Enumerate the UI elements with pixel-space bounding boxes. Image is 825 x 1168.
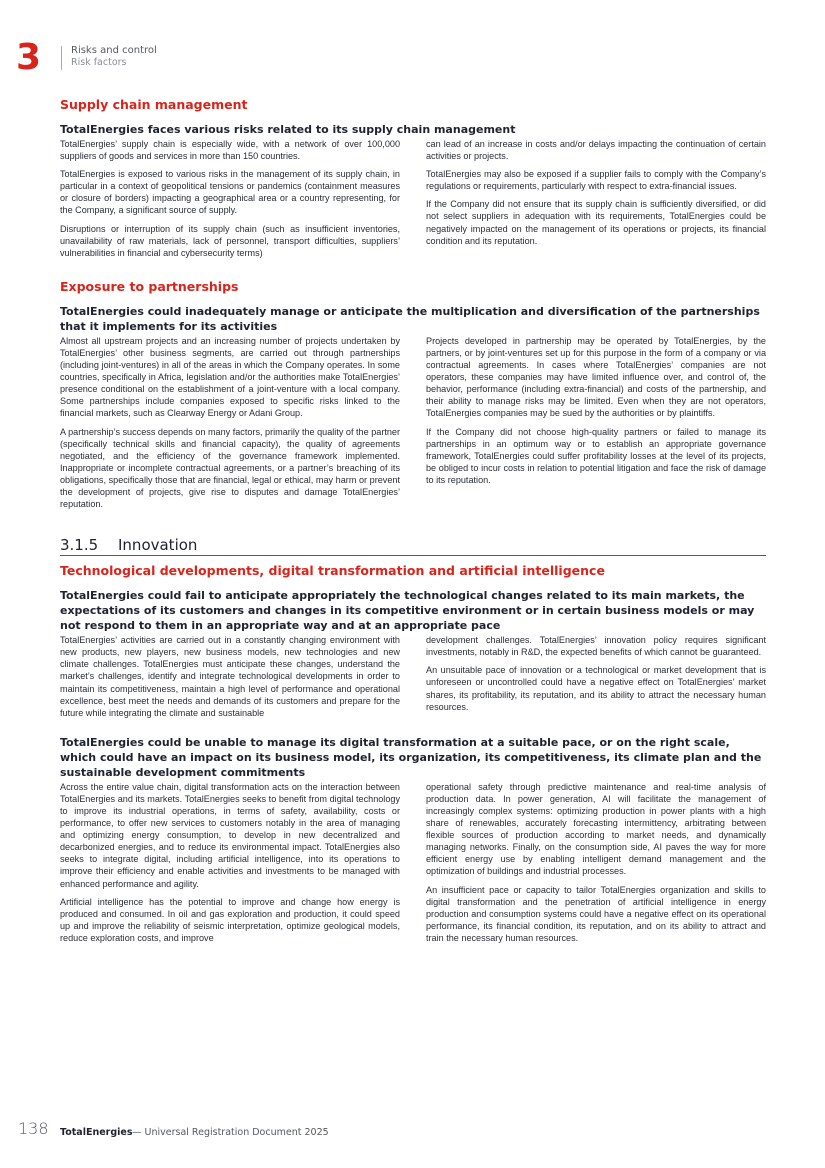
footer-brand: TotalEnergies (60, 1127, 133, 1138)
section-title-technology: Technological developments, digital transformation and artificial intelligence (60, 563, 605, 579)
paragraph: Artificial intelligence has the potential to improve and change how energy is produced and consumed. In oil and gas exploration and production, it could speed up and improve the reliability of seismic interpretation, optimize geological models, reduce exploration costs, and improve (60, 896, 400, 943)
right-column (426, 138, 766, 265)
left-column (60, 138, 400, 265)
paragraph: can lead of an increase in costs and/or delays impacting the continuation of certain activities or projects. (426, 139, 766, 162)
risk-heading-partnerships: TotalEnergies could inadequately manage or anticipate the multiplication and diversification of the partnerships that it implements for its activities (60, 304, 760, 333)
paragraph: Projects developed in partnership may be operated by TotalEnergies, by the partners, or by joint-ventures set up for this purpose in the form of a company or via contractual agreements. In cases where TotalEnergies’ companies are not operators, these companies may have limited influence over, and control of, the behavior, performance (including extra-financial) and costs of the partnership, and their ability to manage risks may be limited. Even when they are not operators, TotalEnergies companies may be sued by the authorities or by plaintiffs. (426, 335, 766, 419)
paragraph: TotalEnergies may also be exposed if a supplier fails to comply with the Company’s regulations or requirements, particularly with respect to extra-financial issues. (426, 169, 766, 192)
two-column-text (60, 634, 766, 725)
risk-heading-digital-transformation: TotalEnergies could be unable to manage its digital transformation at a suitable pace, or on the right scale, which could have an impact on its business model, its organization, its competitiveness, its climate plan and the sustainable development commitments (60, 735, 762, 779)
footer-document-title: — Universal Registration Document 2025 (132, 1127, 329, 1138)
paragraph: development challenges. TotalEnergies’ innovation policy requires significant investments, notably in R&D, the expected benefits of which cannot be guaranteed. (426, 635, 766, 658)
paragraph: A partnership’s success depends on many factors, primarily the quality of the partner (specifically technical skills and financial capacity), the quality of agreements negotiated, and the efficiency of the governance framework implemented. Inappropriate or incomplete contractual agreements, or a partner’s breaching of its obligations, specifically those that are financial, legal or ethical, may harm or prevent the development of projects, give rise to disputes and damage TotalEnergies’ reputation. (60, 426, 401, 510)
right-column (426, 335, 766, 516)
page-content (60, 97, 766, 950)
left-column (60, 781, 400, 950)
section-title-supply-chain: Supply chain management (60, 97, 248, 112)
right-column (426, 634, 766, 725)
paragraph: TotalEnergies’ activities are carried out in a constantly changing environment with new products, new players, new business models, new technologies and new climate challenges. TotalEnergies must anticipate these changes, understand the market’s challenges, identify and integrate technological developments in order to maintain its competitiveness, maintain a high level of performance and operational excellence, best meet the needs and demands of its customers and prepare for the future while integrating the climate and sustainable (60, 635, 400, 718)
chapter-divider (61, 46, 62, 70)
paragraph: An insufficient pace or capacity to tailor TotalEnergies organization and skills to digital transformation and the penetration of artificial intelligence in energy production and consumption systems could have a negative effect on its operational performance, its financial condition, its reputation, and on its ability to attract and train the necessary human resources. (426, 884, 766, 943)
subsection-number: 3.1.5 (60, 536, 99, 555)
two-column-text (60, 781, 766, 950)
subsection-heading-innovation (60, 536, 766, 556)
paragraph: TotalEnergies’ supply chain is especially wide, with a network of over 100,000 suppliers of goods and services in more than 150 countries. (60, 139, 400, 162)
two-column-text (60, 335, 766, 516)
risk-heading-supply-chain: TotalEnergies faces various risks related to its supply chain management (60, 123, 516, 136)
page-number: 138 (18, 1119, 49, 1138)
paragraph: Across the entire value chain, digital transformation acts on the interaction between TotalEnergies and its markets. TotalEnergies seeks to benefit from digital technology to improve its industrial operations, in terms of safety, availability, costs or performance, to offer new services to customers notably in the area of managing and optimizing energy consumption, to develop in new decentralized and decarbonized energies, and to reduce its environmental impact. TotalEnergies also seeks to integrate digital, including artificial intelligence, into its operations to improve their efficiency and enable activities and investments to be managed with enhanced performance and agility. (60, 781, 400, 889)
subsection-title: Innovation (118, 536, 198, 555)
right-column (426, 781, 766, 950)
left-column (60, 634, 400, 725)
risk-heading-technological-changes: TotalEnergies could fail to anticipate appropriately the technological changes related to its main markets, the expectations of its customers and changes in its competitive environment or in certain business models or may not respond to them in an appropriate way and at an appropriate pace (60, 589, 755, 633)
chapter-title: Risks and control (71, 45, 157, 56)
chapter-number: 3 (16, 37, 42, 78)
paragraph: If the Company did not choose high-quality partners or failed to manage its partnerships in an optimum way or to establish an appropriate governance framework, TotalEnergies could suffer profitability losses at the level of its projects, be obliged to incur costs in relation to potential litigation and face the risk of damage to its reputation. (426, 426, 766, 485)
two-column-text (60, 138, 766, 265)
paragraph: TotalEnergies is exposed to various risks in the management of its supply chain, in particular in a context of geopolitical tensions or pandemics (containment measures or closure of borders) impacting a geographical area or a country representing, for the Company, a significant source of supply. (60, 169, 400, 216)
left-column (60, 335, 400, 516)
paragraph: operational safety through predictive maintenance and real-time analysis of production data. In power generation, AI will facilitate the management of increasingly complex systems: optimizing production in power plants with a high share of renewables, accurately forecasting intermittency, arbitrating between flexible sources of production according to market needs, and dynamically managing networks. Finally, on the consumption side, AI paves the way for more efficient energy use by enabling intelligent demand management and the optimization of buildings and industrial processes. (426, 781, 766, 877)
paragraph: Disruptions or interruption of its supply chain (such as insufficient inventories, unavailability of raw materials, lack of personnel, transport difficulties, suppliers’ vulnerabilities in financial and cybersecurity terms) (60, 223, 400, 258)
chapter-subtitle: Risk factors (71, 57, 127, 68)
paragraph: If the Company did not ensure that its supply chain is sufficiently diversified, or did not select suppliers in adequation with its requirements, TotalEnergies could be negatively impacted on the management of its operations or projects, its financial condition and its reputation. (426, 199, 766, 246)
paragraph: Almost all upstream projects and an increasing number of projects undertaken by TotalEnergies’ other business segments, are carried out through partnerships (including joint-ventures) in all of the areas in which the Company operates. In some countries, specifically in Africa, legislation and/or the authorities make TotalEnergies’ presence conditional on the establishment of a joint-venture with a local company. Some partnerships include companies exposed to specific risks linked to the financial markets, such as Clearway Energy or Adani Group. (60, 335, 400, 419)
section-title-partnerships: Exposure to partnerships (60, 278, 239, 294)
paragraph: An unsuitable pace of innovation or a technological or market development that is unforeseen or uncontrolled could have a negative effect on TotalEnergies’ market shares, its profitability, its reputation, and its ability to attract the necessary human resources. (426, 665, 766, 712)
